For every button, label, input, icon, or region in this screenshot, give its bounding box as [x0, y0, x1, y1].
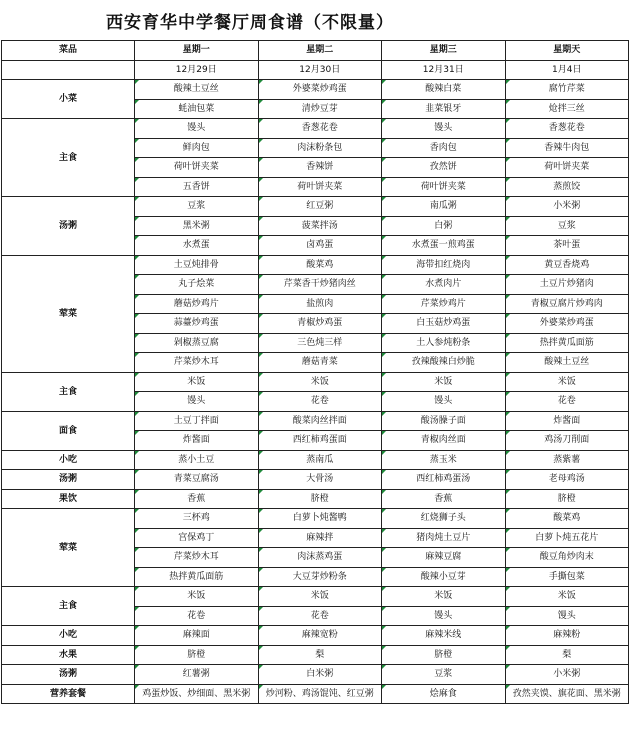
dish-cell: 土豆丁拌面 — [135, 411, 259, 431]
dish-cell: 酸辣土豆丝 — [135, 80, 259, 100]
dish-cell: 蒸玉米 — [382, 450, 506, 470]
dish-cell: 剁椒蒸豆腐 — [135, 333, 259, 353]
dish-cell: 豆浆 — [135, 197, 259, 217]
dish-cell: 麻辣拌 — [258, 528, 382, 548]
category-cell: 主食 — [2, 587, 135, 626]
dish-cell: 酸豆角炒肉末 — [505, 548, 629, 568]
dish-cell: 黑米粥 — [135, 216, 259, 236]
table-row — [2, 372, 629, 392]
dish-cell: 豆浆 — [505, 216, 629, 236]
dish-cell: 红烧狮子头 — [382, 509, 506, 529]
dish-cell: 酸辣土豆丝 — [505, 353, 629, 373]
dish-cell: 脐橙 — [382, 645, 506, 665]
day-header: 星期天 — [505, 41, 629, 61]
category-cell: 营养套餐 — [2, 684, 135, 704]
date-cell: 12月29日 — [135, 60, 259, 80]
category-cell: 汤粥 — [2, 197, 135, 256]
dish-cell: 鸡蛋炒饭、炒细面、黑米粥 — [135, 684, 259, 704]
dish-cell: 米饭 — [505, 587, 629, 607]
dish-cell: 米饭 — [258, 372, 382, 392]
dish-cell: 麻辣豆腐 — [382, 548, 506, 568]
dish-cell: 馒头 — [382, 606, 506, 626]
menu-table — [1, 40, 629, 704]
dish-cell: 土人参炖粉条 — [382, 333, 506, 353]
dish-cell: 梨 — [258, 645, 382, 665]
dish-cell: 荷叶饼夹菜 — [258, 177, 382, 197]
dish-cell: 米饭 — [135, 587, 259, 607]
dish-cell: 韭菜银牙 — [382, 99, 506, 119]
dish-cell: 腐竹芹菜 — [505, 80, 629, 100]
category-cell: 小吃 — [2, 450, 135, 470]
dish-cell: 手撕包菜 — [505, 567, 629, 587]
dish-cell: 白米粥 — [258, 665, 382, 685]
dish-cell: 酸汤臊子面 — [382, 411, 506, 431]
dish-cell: 白萝卜炖酱鸭 — [258, 509, 382, 529]
dish-cell: 黄豆香烧鸡 — [505, 255, 629, 275]
dish-cell: 麻辣粉 — [505, 626, 629, 646]
dish-cell: 肉沫粉条包 — [258, 138, 382, 158]
table-row — [2, 665, 629, 685]
dish-cell: 西红柿鸡蛋汤 — [382, 470, 506, 490]
dish-cell: 芹菜炒鸡片 — [382, 294, 506, 314]
dish-cell: 梨 — [505, 645, 629, 665]
dish-cell: 麻辣宽粉 — [258, 626, 382, 646]
dish-cell: 红豆粥 — [258, 197, 382, 217]
category-cell: 水果 — [2, 645, 135, 665]
dish-cell: 蒜薹炒鸡蛋 — [135, 314, 259, 334]
dish-cell: 水煮蛋一煎鸡蛋 — [382, 236, 506, 256]
header-row — [2, 41, 629, 61]
dish-header: 菜品 — [2, 41, 135, 61]
dish-cell: 孜然夹馍、旗花面、黑米粥 — [505, 684, 629, 704]
page-title: 西安育华中学餐厅周食谱（不限量） — [106, 13, 394, 33]
dish-cell: 脐橙 — [135, 645, 259, 665]
dish-cell: 海带扣红烧肉 — [382, 255, 506, 275]
dish-cell: 香葱花卷 — [505, 119, 629, 139]
dish-cell: 烩麻食 — [382, 684, 506, 704]
dish-cell: 脐橙 — [258, 489, 382, 509]
day-header: 星期三 — [382, 41, 506, 61]
dish-cell: 小米粥 — [505, 197, 629, 217]
dish-cell: 花卷 — [258, 392, 382, 412]
dish-cell: 米饭 — [505, 372, 629, 392]
table-row — [2, 645, 629, 665]
dish-cell: 蒸煎饺 — [505, 177, 629, 197]
dish-cell: 卤鸡蛋 — [258, 236, 382, 256]
dish-cell: 小米粥 — [505, 665, 629, 685]
dish-cell: 酸菜鸡 — [258, 255, 382, 275]
dish-cell: 肉沫蒸鸡蛋 — [258, 548, 382, 568]
category-cell: 主食 — [2, 372, 135, 411]
category-cell: 面食 — [2, 411, 135, 450]
dish-cell: 脐橙 — [505, 489, 629, 509]
dish-cell: 酸菜鸡 — [505, 509, 629, 529]
date-cell: 12月30日 — [258, 60, 382, 80]
dish-cell: 蒸南瓜 — [258, 450, 382, 470]
dish-cell: 老母鸡汤 — [505, 470, 629, 490]
day-header: 星期一 — [135, 41, 259, 61]
dish-cell: 蒸紫薯 — [505, 450, 629, 470]
dish-cell: 麻辣米线 — [382, 626, 506, 646]
dish-cell: 热拌黄瓜面筋 — [505, 333, 629, 353]
category-cell: 汤粥 — [2, 470, 135, 490]
dish-cell: 土豆片炒猪肉 — [505, 275, 629, 295]
dish-cell: 青椒炒鸡蛋 — [258, 314, 382, 334]
dish-cell: 菠菜拌汤 — [258, 216, 382, 236]
category-cell: 荤菜 — [2, 509, 135, 587]
dish-cell: 茶叶蛋 — [505, 236, 629, 256]
dish-cell: 芹菜香干炒猪肉丝 — [258, 275, 382, 295]
dish-cell: 豆浆 — [382, 665, 506, 685]
dish-cell: 宫保鸡丁 — [135, 528, 259, 548]
table-row — [2, 197, 629, 217]
dish-cell: 荷叶饼夹菜 — [135, 158, 259, 178]
dish-cell: 白萝卜炖五花片 — [505, 528, 629, 548]
dish-cell: 三杯鸡 — [135, 509, 259, 529]
dish-cell: 热拌黄瓜面筋 — [135, 567, 259, 587]
dish-cell: 五香饼 — [135, 177, 259, 197]
dish-cell: 盐煎肉 — [258, 294, 382, 314]
table-row — [2, 470, 629, 490]
dish-cell: 红薯粥 — [135, 665, 259, 685]
dish-cell: 芹菜炒木耳 — [135, 353, 259, 373]
dish-cell: 三色炖三样 — [258, 333, 382, 353]
dish-cell: 外婆菜炒鸡蛋 — [505, 314, 629, 334]
dish-cell: 酸辣白菜 — [382, 80, 506, 100]
day-header: 星期二 — [258, 41, 382, 61]
table-row — [2, 450, 629, 470]
date-row — [2, 60, 629, 80]
dish-cell: 青椒豆腐片炒鸡肉 — [505, 294, 629, 314]
dish-cell: 芹菜炒木耳 — [135, 548, 259, 568]
dish-cell: 馒头 — [382, 392, 506, 412]
category-cell: 小吃 — [2, 626, 135, 646]
dish-cell: 香蕉 — [382, 489, 506, 509]
dish-cell: 水煮蛋 — [135, 236, 259, 256]
dish-cell: 荷叶饼夹菜 — [505, 158, 629, 178]
dish-cell: 外婆菜炒鸡蛋 — [258, 80, 382, 100]
table-row — [2, 411, 629, 431]
date-cell: 1月4日 — [505, 60, 629, 80]
category-cell: 小菜 — [2, 80, 135, 119]
dish-cell: 水煮肉片 — [382, 275, 506, 295]
table-row — [2, 684, 629, 704]
dish-cell: 丸子烩菜 — [135, 275, 259, 295]
table-row — [2, 509, 629, 529]
dish-cell: 香葱花卷 — [258, 119, 382, 139]
dish-cell: 香辣饼 — [258, 158, 382, 178]
category-cell: 汤粥 — [2, 665, 135, 685]
dish-cell: 花卷 — [258, 606, 382, 626]
category-cell: 主食 — [2, 119, 135, 197]
table-row — [2, 255, 629, 275]
dish-cell: 蒸小土豆 — [135, 450, 259, 470]
dish-cell: 麻辣面 — [135, 626, 259, 646]
dish-cell: 蘑菇青菜 — [258, 353, 382, 373]
dish-cell: 花卷 — [505, 392, 629, 412]
table-row — [2, 119, 629, 139]
dish-cell: 馒头 — [382, 119, 506, 139]
dish-cell: 白玉菇炒鸡蛋 — [382, 314, 506, 334]
category-cell: 荤菜 — [2, 255, 135, 372]
dish-cell: 炸酱面 — [505, 411, 629, 431]
dish-cell: 猪肉炖土豆片 — [382, 528, 506, 548]
dish-cell: 香肉包 — [382, 138, 506, 158]
date-cell: 12月31日 — [382, 60, 506, 80]
dish-cell: 香辣牛肉包 — [505, 138, 629, 158]
dish-cell: 大豆芽炒粉条 — [258, 567, 382, 587]
table-row — [2, 80, 629, 100]
dish-cell: 蘑菇炒鸡片 — [135, 294, 259, 314]
category-cell: 果饮 — [2, 489, 135, 509]
dish-cell: 米饭 — [135, 372, 259, 392]
dish-cell: 蚝油包菜 — [135, 99, 259, 119]
dish-cell: 炝拌三丝 — [505, 99, 629, 119]
dish-cell: 米饭 — [382, 587, 506, 607]
dish-cell: 清炒豆芽 — [258, 99, 382, 119]
dish-cell: 酸菜肉丝拌面 — [258, 411, 382, 431]
dish-cell: 大骨汤 — [258, 470, 382, 490]
dish-cell: 鸡汤刀削面 — [505, 431, 629, 451]
dish-cell: 香蕉 — [135, 489, 259, 509]
dish-cell: 花卷 — [135, 606, 259, 626]
dish-cell: 孜辣酸辣白炒脆 — [382, 353, 506, 373]
dish-cell: 米饭 — [382, 372, 506, 392]
dish-cell: 荷叶饼夹菜 — [382, 177, 506, 197]
dish-cell: 青菜豆腐汤 — [135, 470, 259, 490]
dish-cell: 炒河粉、鸡汤馄饨、红豆粥 — [258, 684, 382, 704]
dish-cell: 馒头 — [135, 119, 259, 139]
table-row — [2, 587, 629, 607]
dish-cell: 西红柿鸡蛋面 — [258, 431, 382, 451]
table-row — [2, 489, 629, 509]
dish-cell: 白粥 — [382, 216, 506, 236]
dish-cell: 土豆炖排骨 — [135, 255, 259, 275]
date-spacer — [2, 60, 135, 80]
dish-cell: 鲜肉包 — [135, 138, 259, 158]
dish-cell: 馒头 — [505, 606, 629, 626]
dish-cell: 馒头 — [135, 392, 259, 412]
table-row — [2, 626, 629, 646]
dish-cell: 炸酱面 — [135, 431, 259, 451]
dish-cell: 南瓜粥 — [382, 197, 506, 217]
dish-cell: 孜然饼 — [382, 158, 506, 178]
dish-cell: 米饭 — [258, 587, 382, 607]
dish-cell: 青椒肉丝面 — [382, 431, 506, 451]
dish-cell: 酸辣小豆芽 — [382, 567, 506, 587]
